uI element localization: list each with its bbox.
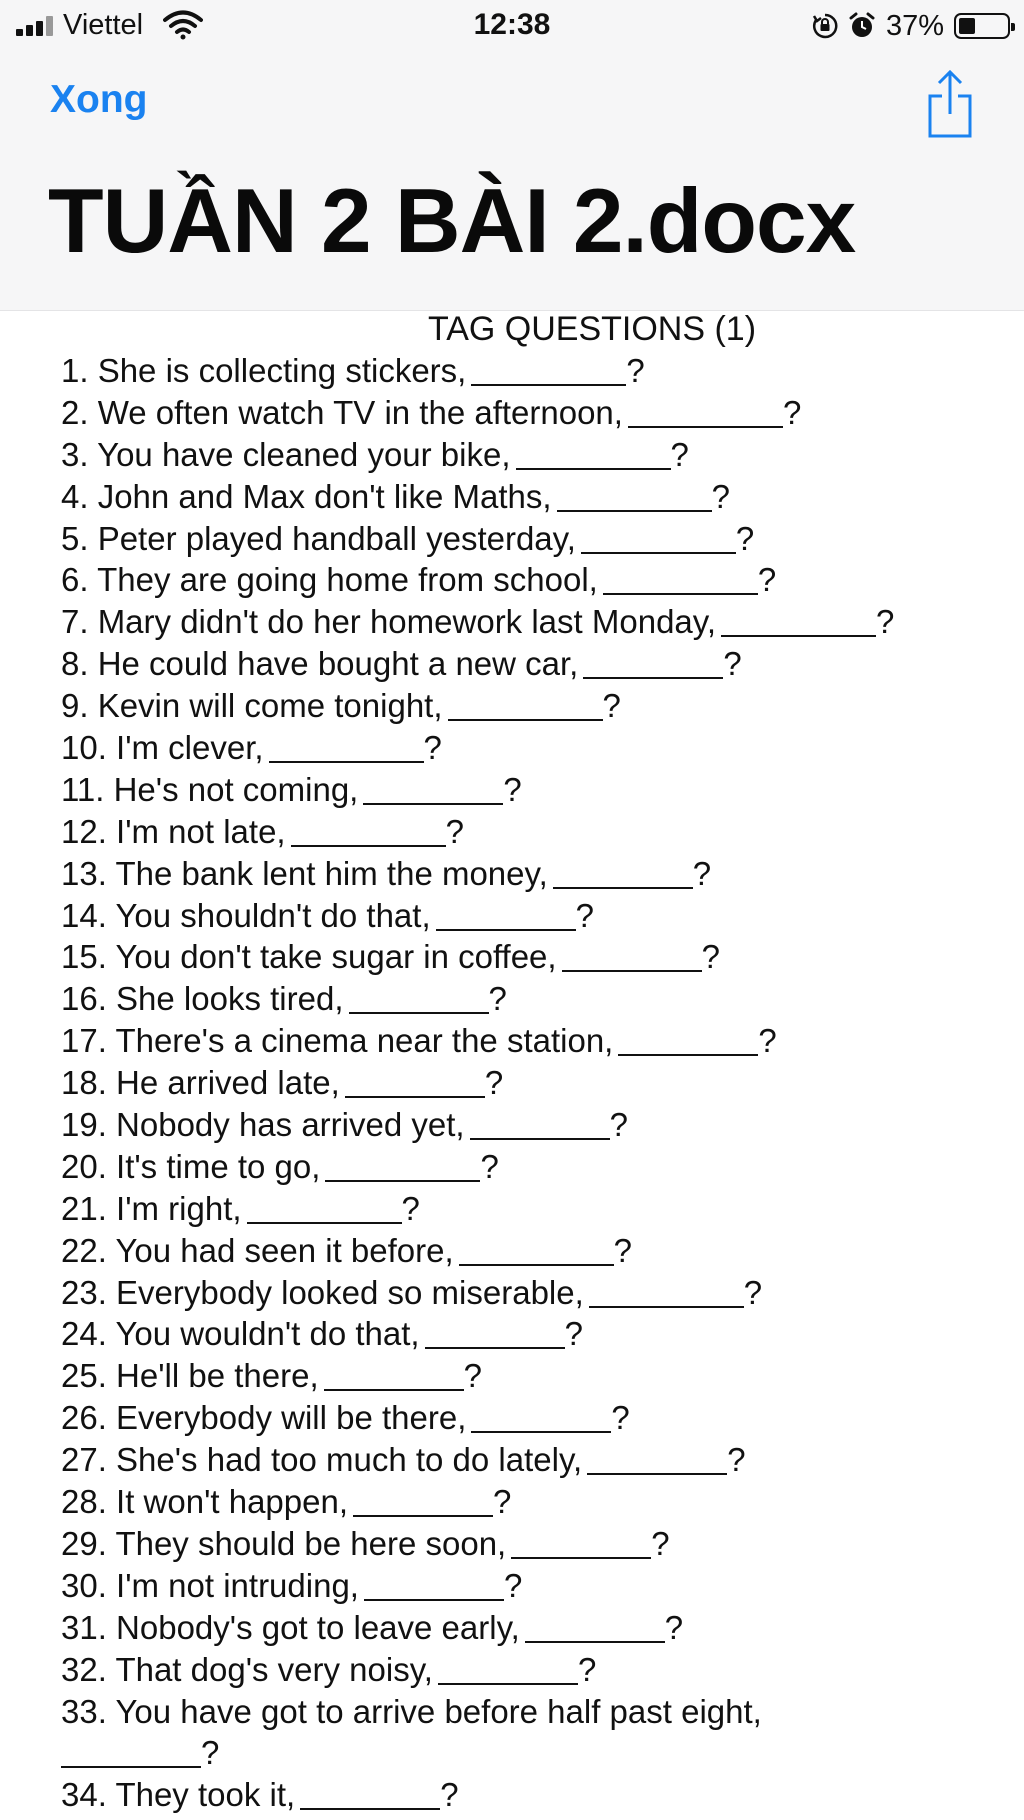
question-text: 30. I'm not intruding, <box>61 1566 359 1604</box>
question-text: 32. That dog's very noisy, <box>61 1650 433 1688</box>
question-mark: ? <box>401 1189 420 1227</box>
question-mark: ? <box>493 1483 512 1521</box>
answer-blank <box>291 815 446 847</box>
question-text: 24. You wouldn't do that, <box>61 1315 420 1353</box>
question-text: 33. You have got to arrive before half past eight, <box>61 1692 762 1730</box>
question-text: 23. Everybody looked so miserable, <box>61 1273 584 1311</box>
question-mark: ? <box>670 435 689 473</box>
answer-blank <box>349 982 489 1014</box>
question-text: 28. It won't happen, <box>61 1483 349 1521</box>
question-mark: ? <box>575 896 594 934</box>
question-item <box>61 1523 991 1565</box>
question-mark: ? <box>609 1106 628 1144</box>
rotation-lock-icon <box>812 13 838 39</box>
question-mark: ? <box>626 352 645 389</box>
battery-icon <box>954 13 1010 39</box>
battery-percent: 37% <box>885 9 944 42</box>
question-item <box>61 1020 991 1062</box>
question-mark: ? <box>613 1231 633 1269</box>
question-text: 1. She is collecting stickers, <box>61 352 467 389</box>
question-text: 7. Mary didn't do her homework last Monday, <box>61 603 716 641</box>
question-item <box>61 1062 991 1104</box>
question-text: 9. Kevin will come tonight, <box>61 687 443 725</box>
question-mark: ? <box>423 729 442 767</box>
question-item <box>61 434 991 476</box>
question-mark: ? <box>758 1022 777 1060</box>
question-text: 21. I'm right, <box>61 1189 242 1227</box>
answer-blank <box>345 1066 485 1098</box>
question-mark: ? <box>445 812 464 850</box>
answer-blank <box>459 1234 614 1266</box>
question-text: 3. You have cleaned your bike, <box>61 435 511 473</box>
question-item <box>61 518 991 560</box>
question-mark: ? <box>701 938 720 976</box>
question-text: 4. John and Max don't like Maths, <box>61 477 552 515</box>
answer-blank <box>557 480 712 512</box>
question-mark: ? <box>757 561 777 599</box>
question-text: 18. He arrived late, <box>61 1064 340 1102</box>
question-mark: ? <box>743 1273 763 1311</box>
answer-blank <box>721 605 876 637</box>
question-item <box>61 811 991 853</box>
question-list <box>61 350 991 1816</box>
question-item <box>61 1481 991 1523</box>
question-mark: ? <box>664 1608 684 1646</box>
question-mark: ? <box>488 980 507 1018</box>
done-button[interactable]: Xong <box>50 78 148 121</box>
question-mark: ? <box>577 1650 597 1688</box>
question-mark: ? <box>727 1441 746 1479</box>
answer-blank <box>583 647 723 679</box>
answer-blank <box>562 940 702 972</box>
question-text: 14. You shouldn't do that, <box>61 896 431 934</box>
answer-blank <box>587 1443 727 1475</box>
question-item <box>61 769 991 811</box>
question-item <box>61 1565 991 1607</box>
question-mark: ? <box>711 477 730 515</box>
question-mark: ? <box>692 854 712 892</box>
question-text: 26. Everybody will be there, <box>61 1399 467 1437</box>
question-item <box>61 601 991 643</box>
question-item <box>61 1774 991 1816</box>
question-item <box>61 1313 991 1355</box>
question-text: 29. They should be here soon, <box>61 1524 507 1562</box>
question-item <box>61 1439 991 1481</box>
answer-blank <box>581 522 736 554</box>
worksheet-heading: TAG QUESTIONS (1) <box>427 310 757 348</box>
question-text: 11. He's not coming, <box>61 770 359 808</box>
question-mark: ? <box>463 1357 482 1395</box>
question-text: 6. They are going home from school, <box>61 561 598 599</box>
header-area <box>0 0 1024 311</box>
document-title: TUẦN 2 BÀI 2.docx <box>48 171 856 272</box>
question-item <box>61 1104 991 1146</box>
answer-blank <box>516 438 671 470</box>
question-text: 27. She's had too much to do lately, <box>61 1441 583 1479</box>
share-icon[interactable] <box>924 68 976 140</box>
answer-blank <box>603 563 758 595</box>
question-item <box>61 895 991 937</box>
question-item <box>61 1188 991 1230</box>
answer-blank <box>300 1778 440 1810</box>
question-mark: ? <box>782 393 802 431</box>
question-mark: ? <box>564 1315 583 1353</box>
question-item <box>61 392 991 434</box>
question-mark: ? <box>440 1776 459 1814</box>
question-item <box>61 1649 991 1691</box>
answer-blank <box>618 1024 758 1056</box>
question-mark: ? <box>503 770 522 808</box>
question-item <box>61 350 991 392</box>
question-mark: ? <box>480 1147 499 1185</box>
answer-blank <box>436 899 576 931</box>
answer-blank <box>324 1359 464 1391</box>
answer-blank <box>61 1736 201 1768</box>
question-text: 13. The bank lent him the money, <box>61 854 548 892</box>
question-item <box>61 936 991 978</box>
question-text: 34. They took it, <box>61 1776 296 1814</box>
carrier-name: Viettel <box>63 9 144 41</box>
answer-blank <box>364 1569 504 1601</box>
question-text: 5. Peter played handball yesterday, <box>61 519 576 557</box>
question-text: 19. Nobody has arrived yet, <box>61 1106 465 1144</box>
question-item <box>61 1230 991 1272</box>
answer-blank <box>471 354 626 386</box>
status-bar <box>0 0 1024 52</box>
question-item <box>61 727 991 769</box>
question-item <box>61 643 991 685</box>
answer-blank <box>470 1108 610 1140</box>
question-mark: ? <box>735 519 755 557</box>
answer-blank <box>247 1192 402 1224</box>
alarm-icon <box>848 12 876 40</box>
question-item <box>61 476 991 518</box>
question-mark: ? <box>602 687 621 725</box>
question-text: 2. We often watch TV in the afternoon, <box>61 393 623 431</box>
question-text: 16. She looks tired, <box>61 980 344 1018</box>
question-text: 8. He could have bought a new car, <box>61 645 579 683</box>
question-text: 22. You had seen it before, <box>61 1231 454 1269</box>
question-item <box>61 1272 991 1314</box>
question-mark: ? <box>503 1566 523 1604</box>
question-item <box>61 853 991 895</box>
answer-blank <box>438 1653 578 1685</box>
question-mark: ? <box>876 603 895 641</box>
question-text: 31. Nobody's got to leave early, <box>61 1608 520 1646</box>
answer-blank <box>325 1150 480 1182</box>
question-mark: ? <box>723 645 742 683</box>
question-text: 10. I'm clever, <box>61 729 264 767</box>
question-item <box>61 559 991 601</box>
answer-blank <box>471 1401 611 1433</box>
question-item <box>61 1397 991 1439</box>
question-text: 25. He'll be there, <box>61 1357 319 1395</box>
answer-blank <box>363 773 503 805</box>
status-right-icons <box>812 9 1010 43</box>
question-item <box>61 1607 991 1649</box>
answer-blank <box>628 396 783 428</box>
question-text: 17. There's a cinema near the station, <box>61 1022 614 1060</box>
question-item <box>61 1146 991 1188</box>
question-mark: ? <box>611 1399 630 1437</box>
question-text: 12. I'm not late, <box>61 812 286 850</box>
answer-blank <box>589 1276 744 1308</box>
question-mark: ? <box>201 1734 220 1772</box>
answer-blank <box>448 689 603 721</box>
question-item <box>61 1691 991 1775</box>
answer-blank <box>525 1611 665 1643</box>
answer-blank <box>353 1485 493 1517</box>
question-mark: ? <box>484 1064 504 1102</box>
question-item <box>61 685 991 727</box>
answer-blank <box>425 1317 565 1349</box>
question-text: 15. You don't take sugar in coffee, <box>61 938 557 976</box>
answer-blank <box>511 1527 651 1559</box>
question-mark: ? <box>651 1524 670 1562</box>
answer-blank <box>553 857 693 889</box>
status-time: 12:38 <box>473 8 551 41</box>
question-item <box>61 1355 991 1397</box>
answer-blank <box>269 731 424 763</box>
battery-level-fill <box>959 18 975 34</box>
question-item <box>61 978 991 1020</box>
question-text: 20. It's time to go, <box>61 1147 321 1185</box>
